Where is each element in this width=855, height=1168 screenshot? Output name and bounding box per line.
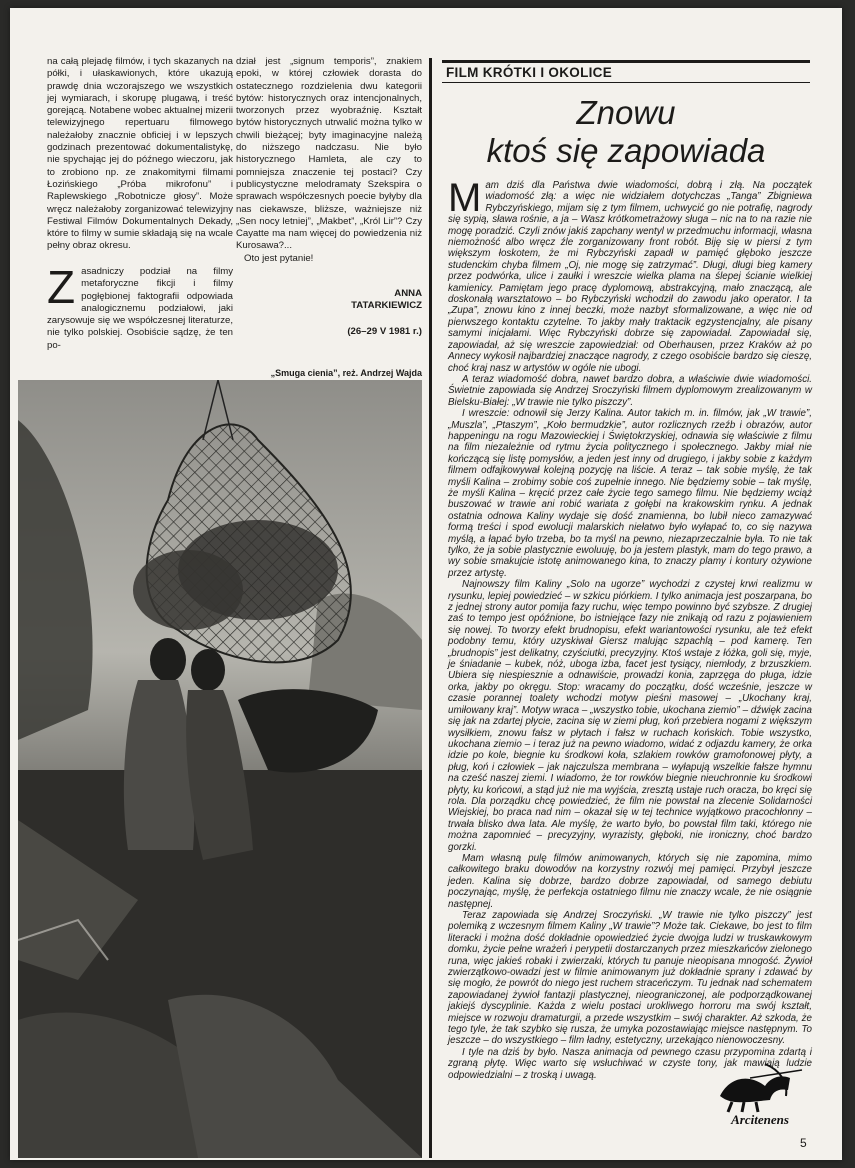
film-still-photo xyxy=(18,380,422,1158)
article-paragraph: Mam własną pulę filmów animowanych, których się nie zapomina, mimo całkowitego braku dowodów na korzystny rozwój mej pamięci. Przybył jeszcze jeden. Kalina się dobrze, bardzo dobrze zapowiadał, od samego debiutu poczynając, myślę, że perfekcja ostatniego filmu nie znaczy wcale, że nie osiągnie następnej. xyxy=(448,852,812,910)
column-text: dział jest „signum temporis”, znakiem epoki, w której człowiek dorasta do ostatecznego rozdzielenia dwu kategorii bytów: historycznych oraz intencjonalnych, tworzonych przez wyobraźnię. Kształt bytów historycznych utrwalić można tylko w chwili bieżącej; byty imaginacyjne należą do niższego nadczasu. Nie było historycznego Hamleta, ale czy to pomniejsza znaczenie tej postaci? Czy publicystyczne melodramaty Szekspira o sprawach współczesnych poecie byłyby dla nas ciekawsze, bliższe, ważniejsze niż „Sen nocy letniej”, „Makbet”, „Król Lir”? Czy Cayatte ma nam więcej do powiedzenia niż Kurosawa?... xyxy=(236,56,422,252)
article-date: (26–29 V 1981 r.) xyxy=(347,326,422,337)
magazine-page xyxy=(10,8,842,1160)
main-article-body xyxy=(448,176,812,1081)
column-divider xyxy=(429,58,432,1158)
column-text: asadniczy podział na filmy metaforyczne fikcji i filmy pogłębionej faktografii odpowiada analogicznemu podziałowi, jaki zarysowuje się we współczesnej literaturze, nie tylko polskiej. Osobiście sądzę, że ten po- xyxy=(47,266,233,351)
rubric-rule-top xyxy=(442,60,810,63)
article-paragraph: Teraz zapowiada się Andrzej Sroczyński. „W trawie nie tylko piszczy” jest polemiką z wczesnym filmem Kaliny „W trawie”? Może tak. Ciekawe, bo jest to film literacki i można dość dokładnie opowiedzieć życie dwojga ludzi w truskawkowym domku, życie pełne wrażeń i perypetii dostarczanych przez mieszkańców zielonego runa, więc jakieś robaki i zwierzaki, których tu panuje nieopisana mnogość. Żywioł zwierzątkowo-owadzi jest w filmie animowanym już dokładnie sprany i zdawać by się mogło, że powrót do niego jest ruchem straceńczym. Tu jednak nad schematem zapowiadanej żywioł fantazji plastycznej, nieograniczonej, ale podporządkowanej jakiejś dyscyplinie. Każda z wielu postaci urokliwego horroru ma swój kształt, miejsce w rozwoju dramaturgii, a przede wszystkim – swój charakter. Aż szkoda, że tego tyle, że tak szybko się rusza, że umyka pozostawiając miejsce następnym. To jeszcze – do wszystkiego – film ładny, estetyczny, urzekająco nienowoczesny. xyxy=(448,910,812,1047)
author-last-name: TATARKIEWICZ xyxy=(351,300,422,311)
photo-caption: „Smuga cienia”, reż. Andrzej Wajda xyxy=(270,368,422,378)
rubric-rule-bottom xyxy=(442,82,810,83)
section-rubric: FILM KRÓTKI I OKOLICE xyxy=(446,65,613,80)
article-paragraph: Mam dziś dla Państwa dwie wiadomości, dobrą i złą. Na początek wiadomość złą: a więc nie widziałem dotychczas „Tanga” Zbigniewa Rybczyńskiego, mijam się z tym filmem, uchwycić go nie potrafię, nagrody się sypią, sława rośnie, a ja – Wasz krótkometrażowy sługa – nic na to na razie nie mogę poradzić. Czyli znów jakiś zapchany wentyl w przedmuchu informacji, własna niemożność albo wręcz źle zorganizowany front robót. Biję się w piersi z tym większym łoskotem, że mi Rybczyński zapadł w pamięć głęboko jeszcze studenckim chyba filmem „Oj, nie mogę się zatrzymać”. Długi, długi bieg kamery przez podwórka, ulice i zaułki i wreszcie wielka plama na ślepej ścianie wielkiej kamienicy. Pamiętam jego pracę dyplomową, abstrakcyjną, mało znaczącą, ale doskonałą warsztatowo – bo Rybczyński wchodził do zawodu jako operator. I ta „Zupa”, znowu kino z innej beczki, może nazbyt sformalizowane, a więc nie od pierwszego kontaktu czytelne. To jakby mały traktacik egzystencjalny, ale pisany samymi inicjałami. Więc Rybczyński dobrze się zapowiadał. Zapowiadał się, zapowiadał, aż się wreszcie zapowiedział: od Oberhausen, przez Kraków aż po Annecy wykosił najbardziej znaczące nagrody, z czego osobiście bardzo się cieszę, choć kraj nasz w artystów w ogóle nie ubogi. xyxy=(448,176,812,374)
headline-line-2: ktoś się zapowiada xyxy=(486,132,766,169)
drop-cap: M xyxy=(448,176,482,220)
logo-text: Arcitenens xyxy=(731,1112,789,1126)
headline-line-1: Znowu xyxy=(576,94,676,131)
page-number: 5 xyxy=(800,1136,807,1150)
article-paragraph: Najnowszy film Kaliny „Solo na ugorze” wychodzi z czystej krwi realizmu w rysunku, lepiej powiedzieć – w szkicu piórkiem. I tylko animacja jest poszarpana, bo z jednej strony autor pomija fazy ruchu, więc tempo powinno być szybsze. Z drugiej zaś to tempo jest opóźnione, bo istniejące fazy nie znikają od razu z pojawieniem się nowej. To tworzy efekt brudnopisu, efekt wariantowości rysunku, ale też efekt podobny temu, który uzyskiwał Giersz malując szpachlą – pod kamerę. Ten „brudnopis” jest delikatny, czyściutki, precyzyjny. Ktoś wstaje z łóżka, goli się, myje, je śniadanie – kubek, nóż, uboga izba, facet jest tysiący, niemłody, z brzuszkiem. Ubiera się niespiesznie a odnawiście, prowadzi konia, zaprzęga do pługa, idzie orka, jakby po okręgu. Stop: wracamy do początku, dość wcześnie, jeszcze w czasie porannej toalety wchodzi motyw pieśni masowej – „Ukochany kraj, umiłowany kraj”. Motyw wraca – „wszystko tobie, ukochana ziemio” – dźwięk zacina się jak na zdartej płycie, zacina się w ziemi pług, koń przebiera nogami z większym wysiłkiem, znowu fałsz w płytach i fałsz w ruchach końskich. Tobie wszystko, ukochana ziemio – i teraz już na pewno wiadomo, widać z odjazdu kamery, że orka idzie po kole, biegnie ku środkowi koła, szlakiem rowków gramofonowej płyty, a pług, koń i człowiek – jak najczulsza membrana – wyłapują wszelkie fałsze hymnu na cześć naszej ziemi. I wiadomo, że tor rowków biegnie nieuchronnie ku środkowi płyty, ku końcowi, a stąd już nie ma wyjścia, zresztą ustaje ruch oracza, bo kręci się rola. Dla porządku chcę powiedzieć, że film nie powstał na zlecenie Solidarności Wiejskiej, bo praca nad nim – okazał się w tej technice wyjątkowo pracochłonny – trwała blisko dwa lata. Ale myślę, że warto było, bo powstał film taki, którego nie można zapomnieć – precyzyjny, wyrazisty, głęboki, nie ironiczny, choć bardzo gorzki. xyxy=(448,579,812,853)
article-column-middle xyxy=(236,56,422,265)
column-text: na całą plejadę filmów, i tych skazanych na półki, i ułaskawionych, które ukazują prawdę dnia wczorajszego we wszystkich jej wymiarach, i skorupę plugawą, i treść gorejącą. Notabene wobec aktualnej mizerii telewizyjnego repertuaru filmowego należałoby znacznie obficiej i w lepszych godzinach prezentować dokumentalistykę, nie spychając jej do późnego wieczoru, jak to zrobiono np. ze znakomitymi filmami Łozińskiego „Próba mikrofonu” i Raplewskiego „Robotnicze głosy”. Może wręcz należałoby zorganizować telewizyjny Festiwal Filmów Dokumentalnych Dekady, które to filmy w sumie składają się na wcale pełny obraz okresu. xyxy=(47,56,233,252)
author-first-name: ANNA xyxy=(394,288,422,299)
author-block xyxy=(236,266,422,338)
article-headline xyxy=(442,94,810,170)
article-paragraph: A teraz wiadomość dobra, nawet bardzo dobra, a właściwie dwie wiadomości. Świetnie zapowiada się Andrzej Sroczyński filmem dyplomowym zrealizowanym w Bielsku-Białej: „W trawie nie tylko piszczy”. xyxy=(448,373,812,408)
closing-line: Oto jest pytanie! xyxy=(244,252,314,264)
archer-logo xyxy=(710,1056,810,1126)
article-column-left xyxy=(47,56,233,253)
article-paragraph: I wreszcie: odnowił się Jerzy Kalina. Autor takich m. in. filmów, jak „W trawie”, „Muszla”, „Ptaszym”, „Koło bermudzkie”, autor rozlicznych rzeźb i obrazów, autor happeningu na rogu Mazowieckiej i Świętokrzyskiej, odnawia się właściwie z filmu na film niezależnie od rytmu życia politycznego i społecznego. Jakby miał nie kończącą się listę pomysłów, a jeden jest inny od drugiego, i jakby sobie z każdym filmem odfajkowywał kolejną pozycję na liście. A teraz – tak sobie myślę, że tak myśli Kalina – zrobimy sobie coś zupełnie innego. Nie będziemy sobie – tak myślę, że myśli Kalina – kręcić przez całe życie tego samego filmu. Nie będziemy wciąż buszować w trawie ani robić wariata z gołębi na krakowskim rynku. A jednak ostatnia odnowa Kaliny wydaje się dość znamienna, bo lubił nieco zamazywać formą treści i spod ewolucji malarskich niełatwo było wyłapać to, co się nazywa myślą, a łapać było trzeba, bo ta myśl na pewno, niezaprzeczalnie była. To nie tak tylko, że ja sobie plastycznie ewoluuję, bo ja jestem plastyk, mam do tego prawo, a wy sobie smakujcie istotę animowanego kina, to znaczy plamy i kontury ożywione przez artystę. xyxy=(448,408,812,579)
drop-cap: Z xyxy=(47,261,76,313)
article-paragraph: I tyle na dziś by było. Nasza animacja od pewnego czasu przypomina zdartą i zgraną płytę. Więc warto się wsłuchiwać w czyste tony, jak mawiają ludzie odpowiedzialni – z troską i uwagą. xyxy=(448,1046,812,1081)
article-column-left-lower xyxy=(47,261,233,352)
